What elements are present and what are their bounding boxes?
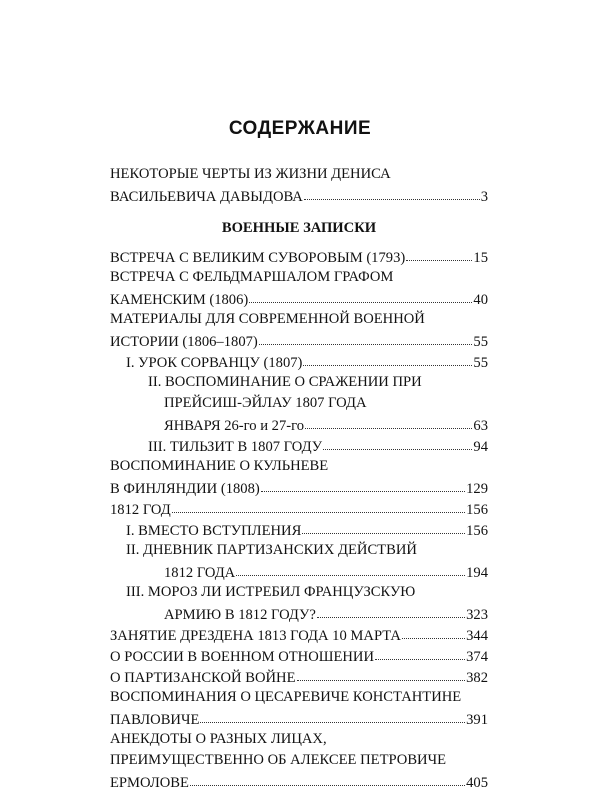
toc-entry xyxy=(110,309,488,330)
toc-page-number: 156 xyxy=(466,502,488,518)
toc-entry xyxy=(110,393,488,414)
toc-entry-text: КАМЕНСКИМ (1806) xyxy=(110,292,249,308)
toc-page-number: 15 xyxy=(473,250,488,266)
toc-entry xyxy=(110,750,488,771)
toc-entry-text: ВСТРЕЧА С ФЕЛЬДМАРШАЛОМ ГРАФОМ xyxy=(110,269,394,285)
toc-page-number: 63 xyxy=(473,418,488,434)
toc-entry xyxy=(110,330,488,351)
toc-entry-text: I. УРОК СОРВАНЦУ (1807) xyxy=(126,355,303,371)
toc-entry-text: ПАВЛОВИЧЕ xyxy=(110,712,200,728)
toc-entry xyxy=(110,456,488,477)
toc-entry-text: ВОСПОМИНАНИЕ О КУЛЬНЕВЕ xyxy=(110,458,329,474)
toc-entry xyxy=(110,267,488,288)
dot-leader xyxy=(406,245,472,261)
toc-entry-text: 1812 ГОДА xyxy=(164,565,236,581)
dot-leader xyxy=(200,707,465,723)
toc-entry-text: АНЕКДОТЫ О РАЗНЫХ ЛИЦАХ, xyxy=(110,731,327,747)
table-of-contents xyxy=(110,164,488,792)
toc-page-number: 129 xyxy=(466,481,488,497)
toc-entry xyxy=(110,666,488,687)
dot-leader xyxy=(236,560,465,576)
toc-entry-text: ПРЕЙСИШ-ЭЙЛАУ 1807 ГОДА xyxy=(164,395,367,411)
toc-entry-text: В ФИНЛЯНДИИ (1808) xyxy=(110,481,260,497)
dot-leader xyxy=(190,770,465,786)
toc-entry-text: 1812 ГОД xyxy=(110,502,171,518)
dot-leader xyxy=(303,350,472,366)
toc-entry xyxy=(110,477,488,498)
toc-page-number: 94 xyxy=(473,439,488,455)
dot-leader xyxy=(375,644,465,660)
toc-entry xyxy=(110,771,488,792)
toc-entry xyxy=(110,519,488,540)
toc-entry-text: ВАСИЛЬЕВИЧА ДАВЫДОВА xyxy=(110,189,303,205)
toc-page-number: 3 xyxy=(480,189,488,205)
toc-page-number: 156 xyxy=(466,523,488,539)
toc-entry-intro-line1 xyxy=(110,164,488,185)
toc-entry-text: ИСТОРИИ (1806–1807) xyxy=(110,334,258,350)
toc-page-number: 374 xyxy=(466,649,488,665)
toc-entry xyxy=(110,351,488,372)
toc-entry-text: ЕРМОЛОВЕ xyxy=(110,775,189,791)
toc-entry-text: МАТЕРИАЛЫ ДЛЯ СОВРЕМЕННОЙ ВОЕННОЙ xyxy=(110,311,425,327)
toc-page-number: 391 xyxy=(466,712,488,728)
dot-leader xyxy=(305,413,472,429)
toc-page-number: 55 xyxy=(473,355,488,371)
toc-page-number: 344 xyxy=(466,628,488,644)
toc-entry xyxy=(110,603,488,624)
section-heading: ВОЕННЫЕ ЗАПИСКИ xyxy=(221,220,377,236)
dot-leader xyxy=(261,476,465,492)
dot-leader xyxy=(304,184,480,200)
toc-entry xyxy=(110,729,488,750)
toc-entry-text: ПРЕИМУЩЕСТВЕННО ОБ АЛЕКСЕЕ ПЕТРОВИЧЕ xyxy=(110,752,446,768)
toc-page-number: 194 xyxy=(466,565,488,581)
toc-entry xyxy=(110,540,488,561)
toc-entry xyxy=(110,414,488,435)
toc-page-number: 55 xyxy=(473,334,488,350)
toc-entry xyxy=(110,435,488,456)
dot-leader xyxy=(317,602,465,618)
toc-entry xyxy=(110,288,488,309)
toc-entry-text: II. ВОСПОМИНАНИЕ О СРАЖЕНИИ ПРИ xyxy=(148,374,422,390)
toc-entry-text: I. ВМЕСТО ВСТУПЛЕНИЯ xyxy=(126,523,302,539)
toc-entry-text: ВСТРЕЧА С ВЕЛИКИМ СУВОРОВЫМ (1793) xyxy=(110,250,406,266)
toc-entry xyxy=(110,687,488,708)
toc-entry-text: НЕКОТОРЫЕ ЧЕРТЫ ИЗ ЖИЗНИ ДЕНИСА xyxy=(110,166,391,182)
toc-entry-text: О РОССИИ В ВОЕННОМ ОТНОШЕНИИ xyxy=(110,649,374,665)
toc-entry-intro-line2 xyxy=(110,185,488,206)
toc-entry xyxy=(110,372,488,393)
dot-leader xyxy=(249,287,472,303)
toc-entry xyxy=(110,645,488,666)
toc-entry-text: III. МОРОЗ ЛИ ИСТРЕБИЛ ФРАНЦУЗСКУЮ xyxy=(126,584,416,600)
toc-entry xyxy=(110,246,488,267)
page-title: СОДЕРЖАНИЕ xyxy=(228,118,372,139)
toc-entry-text: АРМИЮ В 1812 ГОДУ? xyxy=(164,607,316,623)
toc-entry-text: ЯНВАРЯ 26-го и 27-го xyxy=(164,418,305,434)
dot-leader xyxy=(323,434,472,450)
toc-entry xyxy=(110,708,488,729)
toc-entry-text: ВОСПОМИНАНИЯ О ЦЕСАРЕВИЧЕ КОНСТАНТИНЕ xyxy=(110,689,462,705)
dot-leader xyxy=(302,518,465,534)
dot-leader xyxy=(297,665,466,681)
toc-entry-text: ЗАНЯТИЕ ДРЕЗДЕНА 1813 ГОДА 10 МАРТА xyxy=(110,628,401,644)
toc-entry-text: III. ТИЛЬЗИТ В 1807 ГОДУ xyxy=(148,439,323,455)
toc-entry xyxy=(110,561,488,582)
toc-entry xyxy=(110,624,488,645)
toc-entry xyxy=(110,582,488,603)
dot-leader xyxy=(172,497,465,513)
toc-entry-text: II. ДНЕВНИК ПАРТИЗАНСКИХ ДЕЙСТВИЙ xyxy=(126,542,417,558)
toc-entry-text: О ПАРТИЗАНСКОЙ ВОЙНЕ xyxy=(110,670,296,686)
toc-page-number: 382 xyxy=(466,670,488,686)
dot-leader xyxy=(402,623,465,639)
toc-entry xyxy=(110,498,488,519)
toc-page-number: 323 xyxy=(466,607,488,623)
toc-page-number: 40 xyxy=(473,292,488,308)
dot-leader xyxy=(259,329,473,345)
toc-page-number: 405 xyxy=(466,775,488,791)
